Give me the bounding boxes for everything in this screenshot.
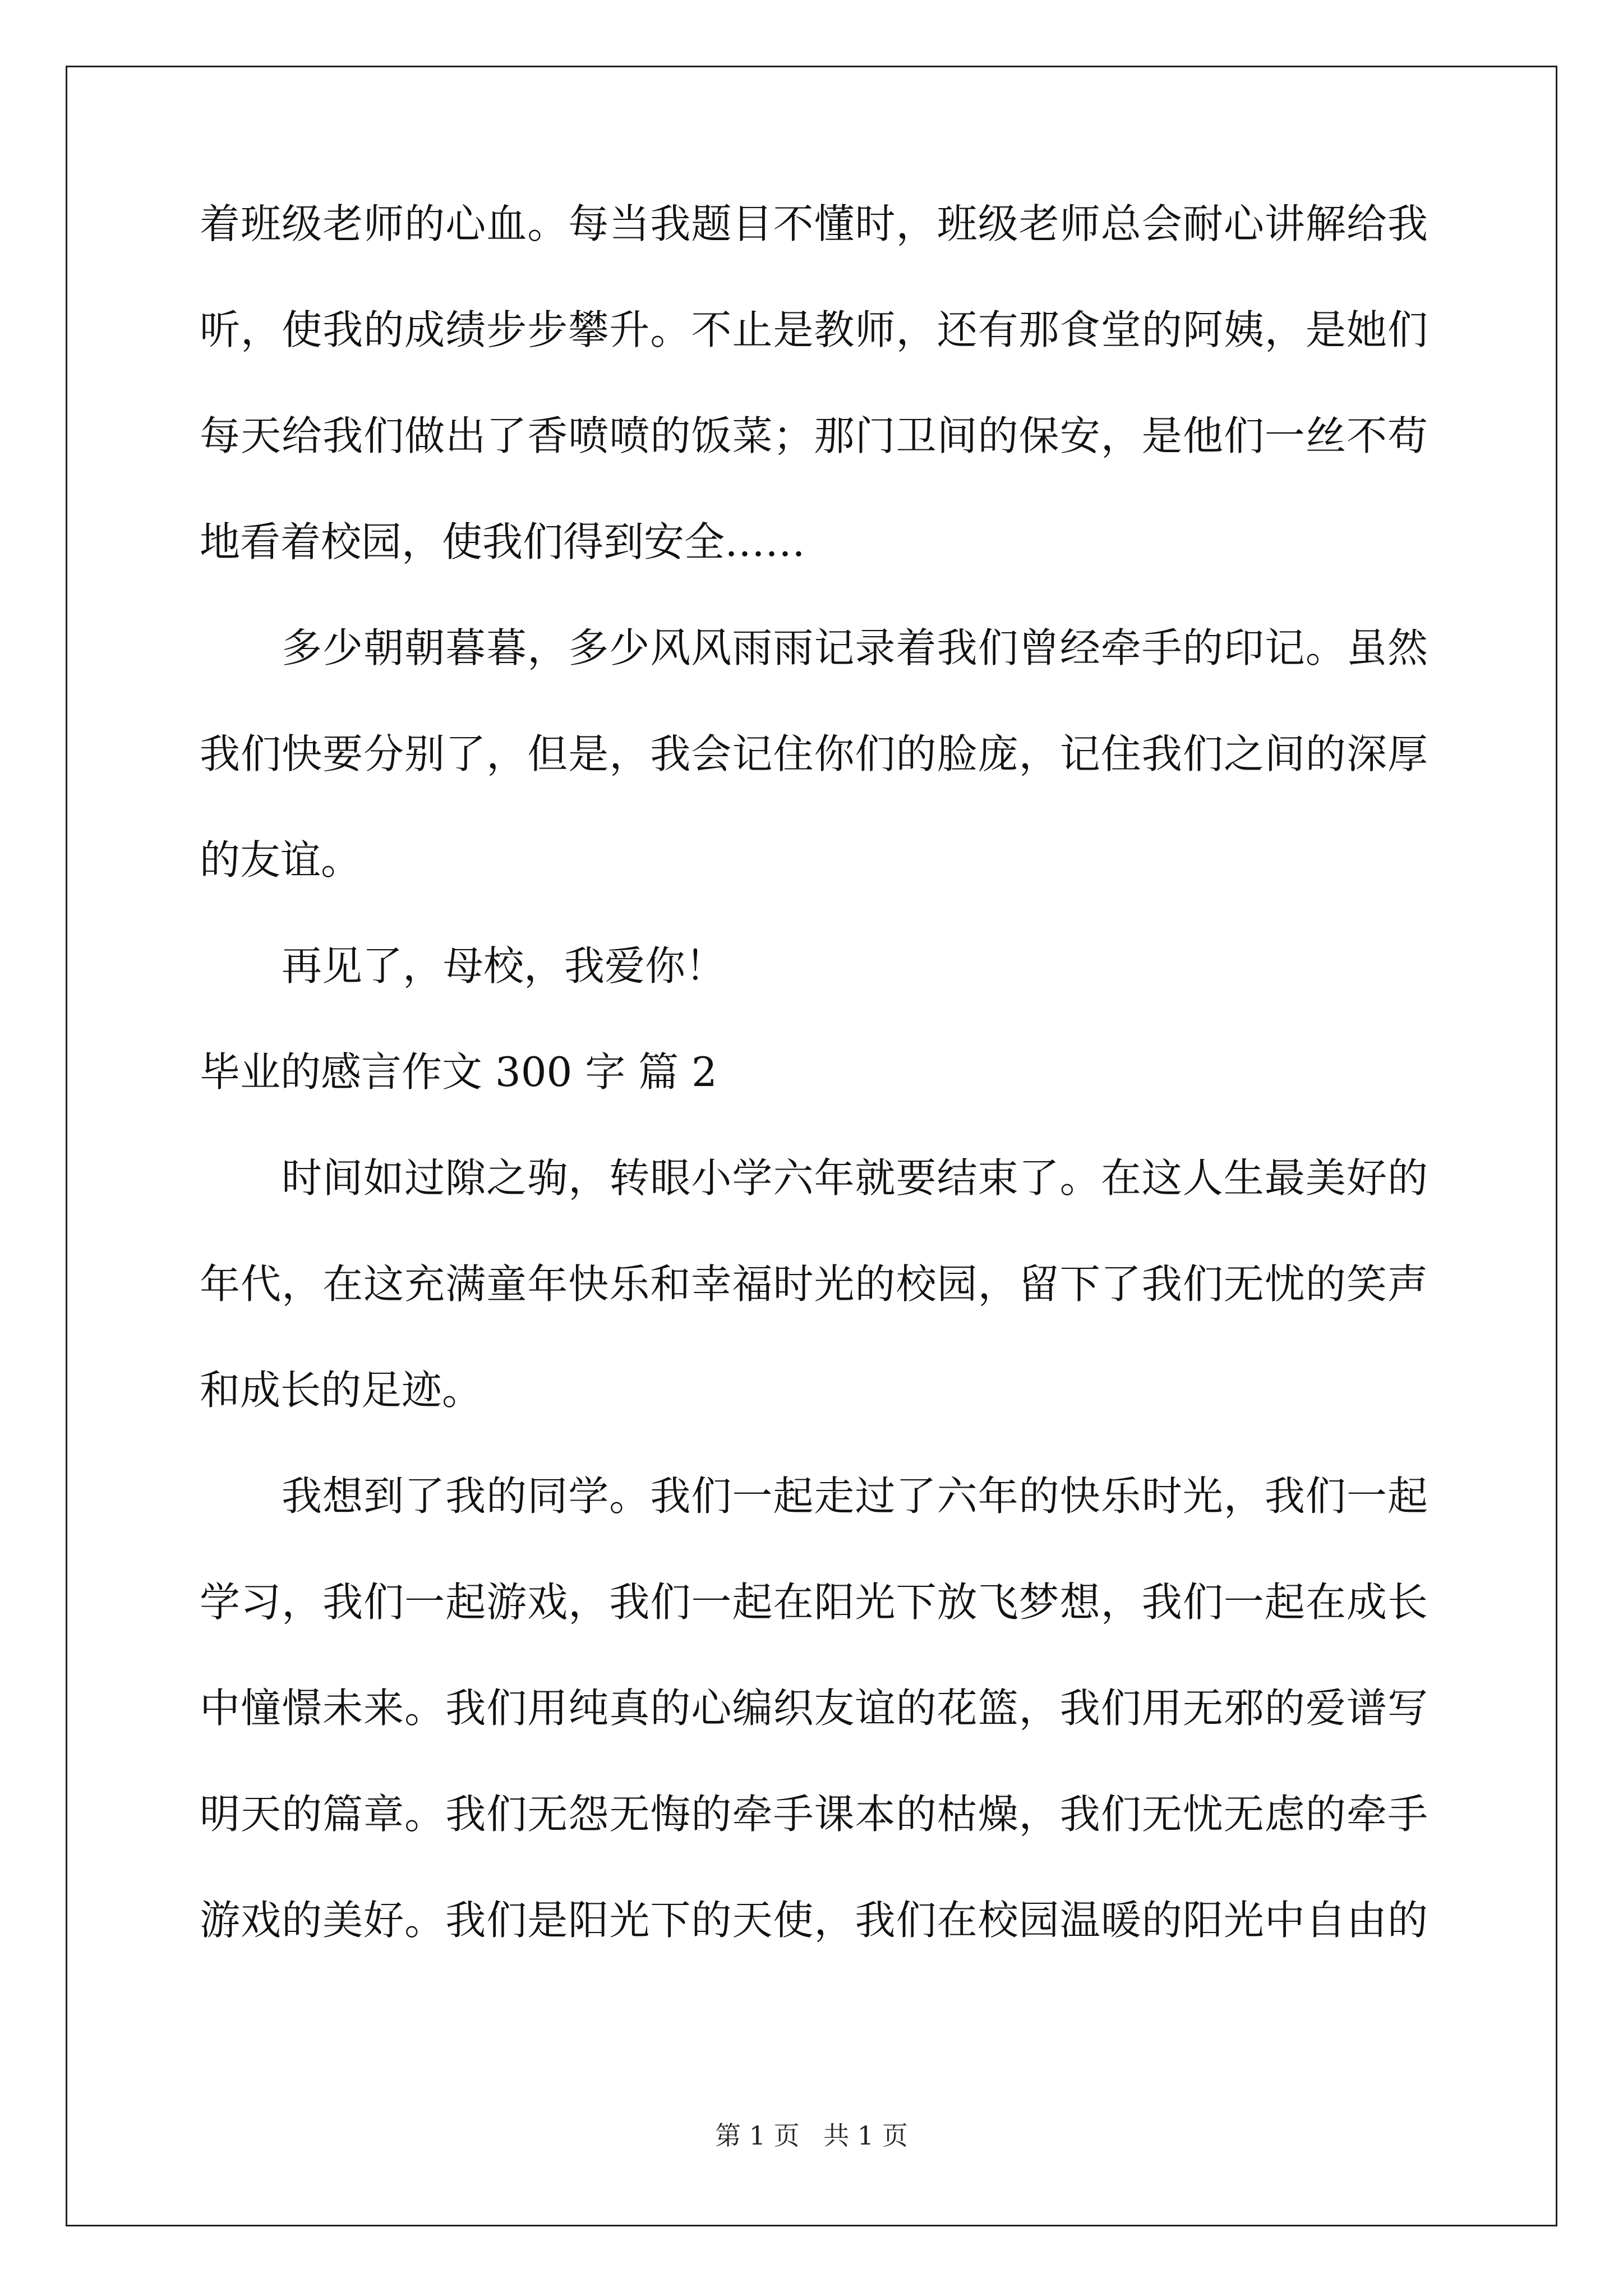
text-line-12: 和成长的足迹。 xyxy=(200,1366,483,1414)
text-line-1: 着班级老师的心血。每当我题目不懂时，班级老师总会耐心讲解给我 xyxy=(200,200,1428,247)
page-number-total: 共 1 页 xyxy=(823,2120,908,2151)
text-line-14: 学习，我们一起游戏，我们一起在阳光下放飞梦想，我们一起在成长 xyxy=(200,1579,1428,1626)
text-line-11: 年代，在这充满童年快乐和幸福时光的校园，留下了我们无忧的笑声 xyxy=(200,1260,1428,1308)
text-line-6: 我们快要分别了，但是，我会记住你们的脸庞，记住我们之间的深厚 xyxy=(200,730,1428,777)
text-line-13: 我想到了我的同学。我们一起走过了六年的快乐时光，我们一起 xyxy=(282,1473,1428,1520)
text-line-2: 听，使我的成绩步步攀升。不止是教师，还有那食堂的阿姨，是她们 xyxy=(200,306,1428,353)
section-heading: 毕业的感言作文 300 字 篇 2 xyxy=(200,1048,717,1096)
page-number-current: 第 1 页 xyxy=(715,2120,800,2151)
page-footer xyxy=(0,2119,1623,2152)
text-line-7: 的友谊。 xyxy=(200,836,362,884)
text-line-10: 时间如过隙之驹，转眼小学六年就要结束了。在这人生最美好的 xyxy=(282,1154,1428,1202)
text-line-4: 地看着校园，使我们得到安全…… xyxy=(200,518,806,565)
text-line-15: 中憧憬未来。我们用纯真的心编织友谊的花篮，我们用无邪的爱谱写 xyxy=(200,1685,1428,1732)
text-line-17: 游戏的美好。我们是阳光下的天使，我们在校园温暖的阳光中自由的 xyxy=(200,1897,1428,1944)
text-line-3: 每天给我们做出了香喷喷的饭菜；那门卫间的保安，是他们一丝不苟 xyxy=(200,412,1428,459)
text-line-8: 再见了，母校，我爱你！ xyxy=(282,942,726,990)
document-body xyxy=(200,197,1428,2000)
text-line-16: 明天的篇章。我们无怨无悔的牵手课本的枯燥，我们无忧无虑的牵手 xyxy=(200,1791,1428,1838)
text-line-5: 多少朝朝暮暮，多少风风雨雨记录着我们曾经牵手的印记。虽然 xyxy=(282,624,1428,671)
